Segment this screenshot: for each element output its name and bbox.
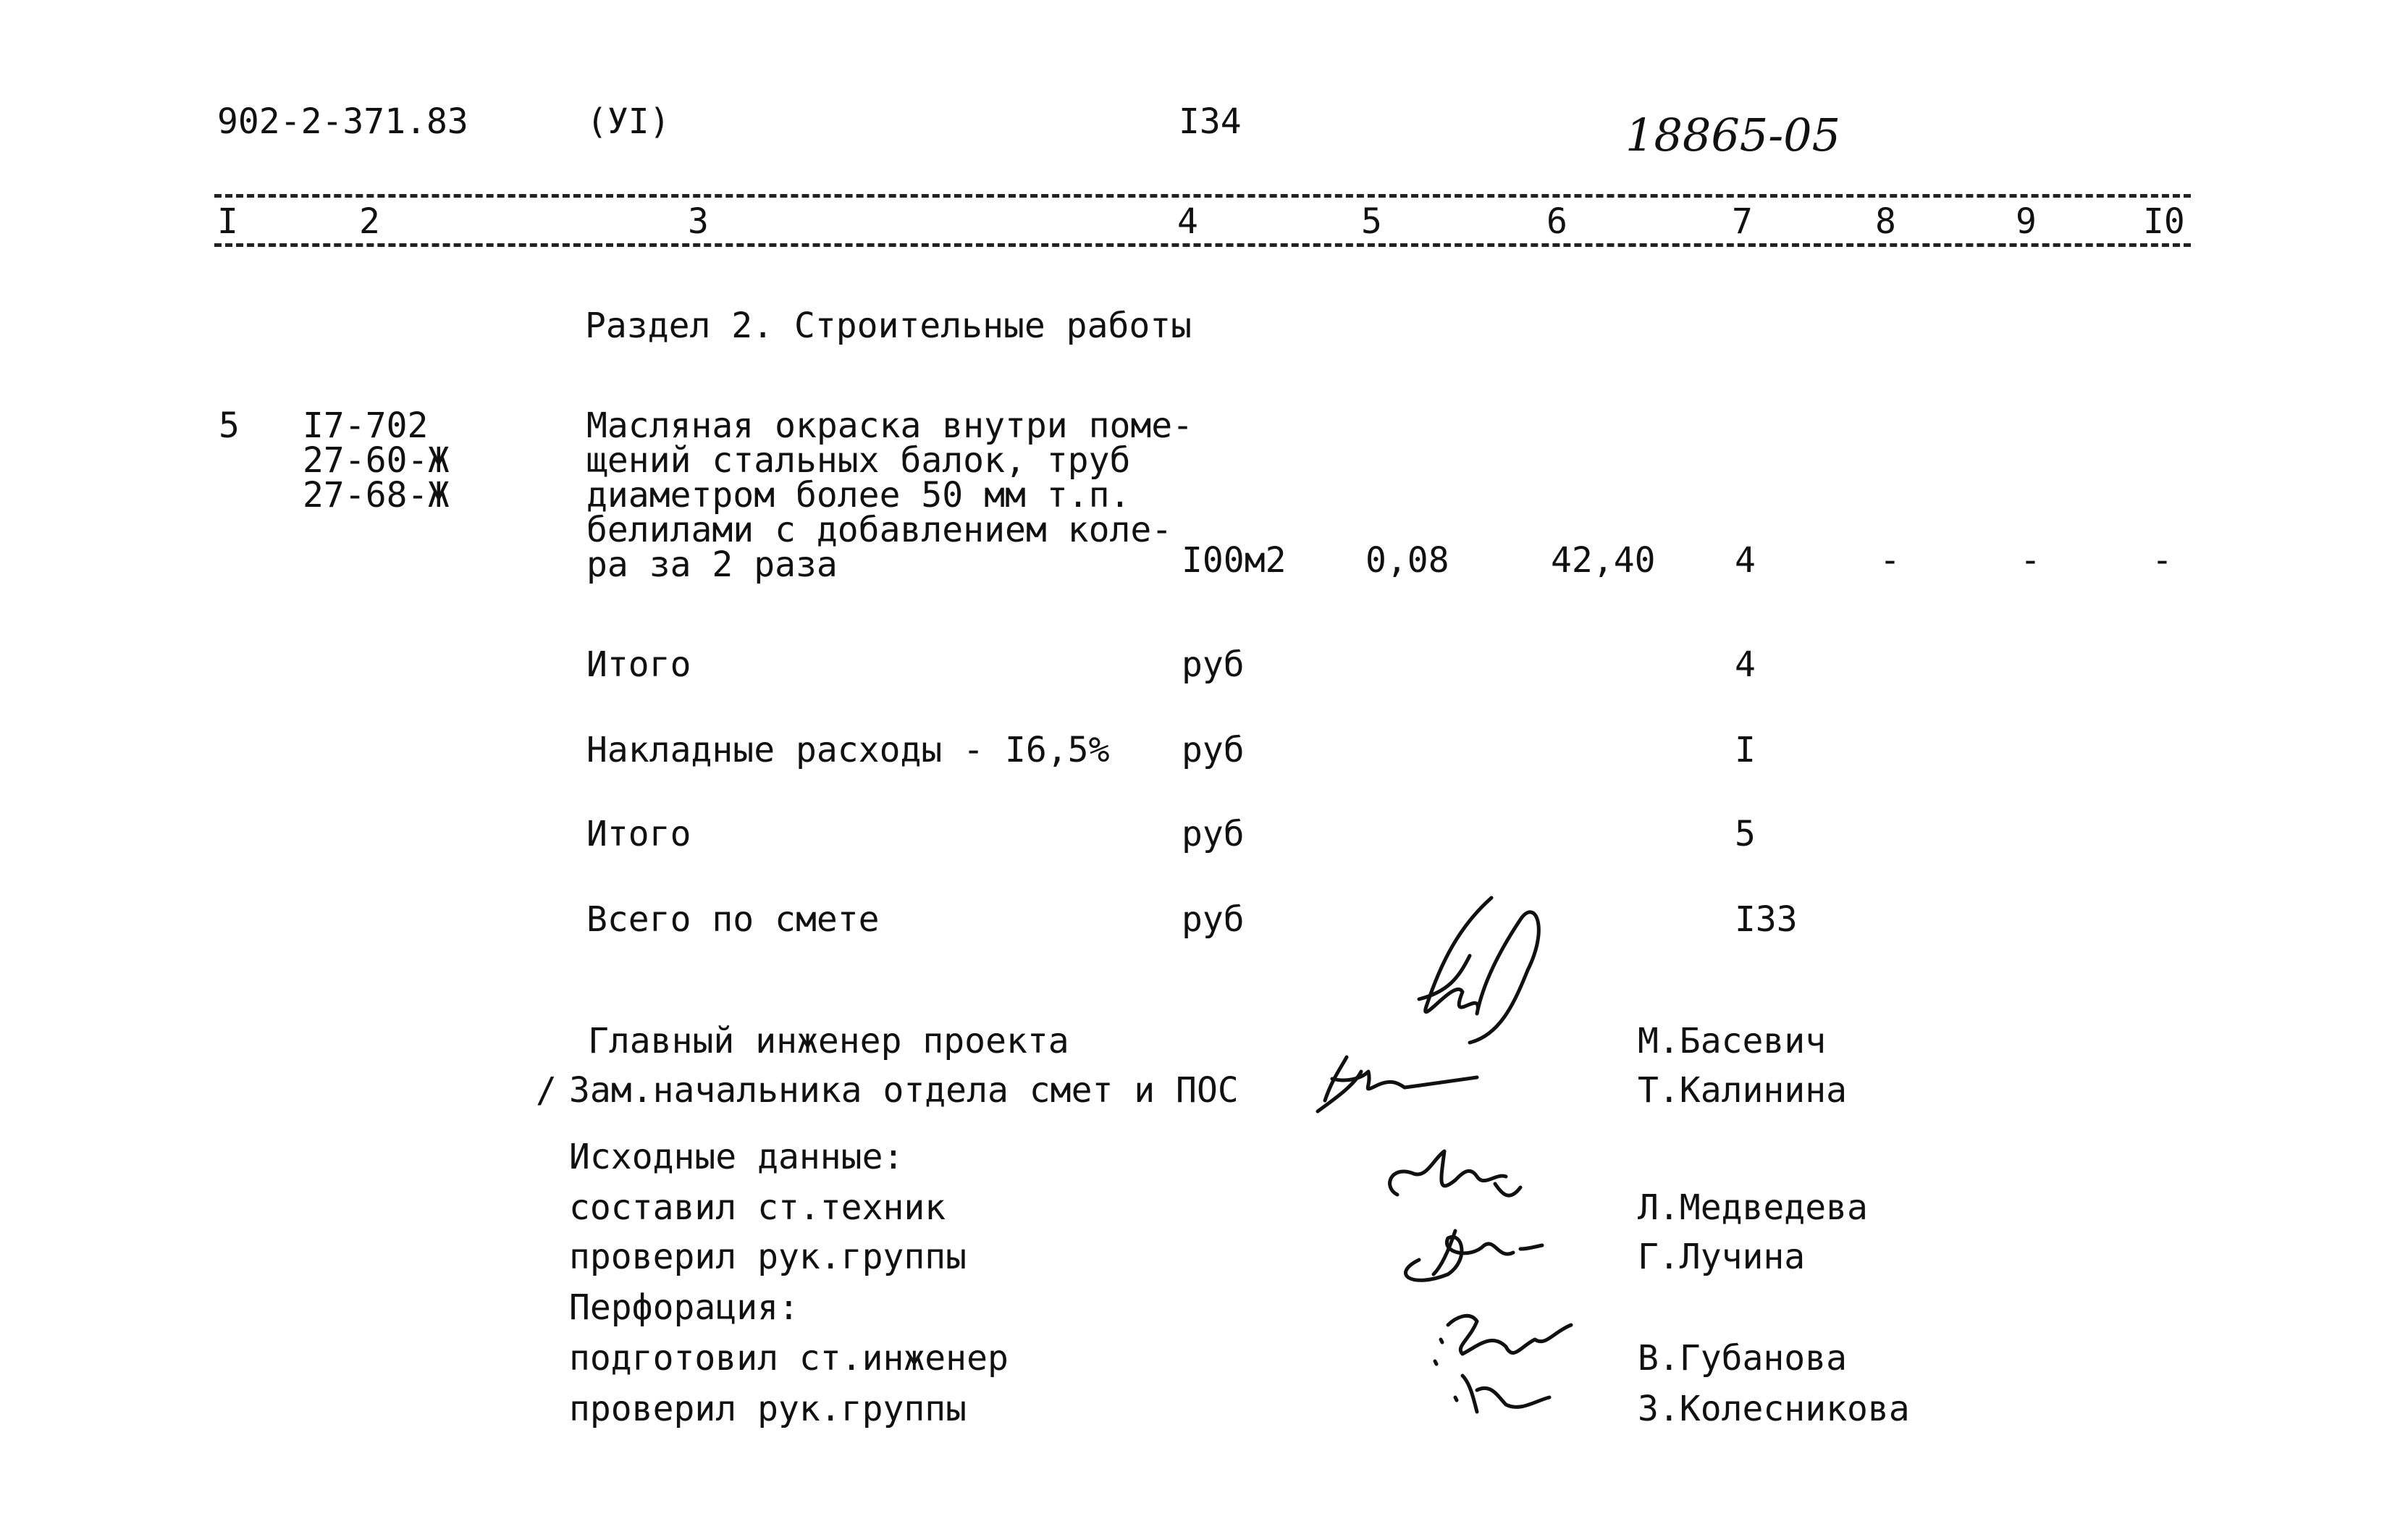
item-unit: I00м2 bbox=[1182, 540, 1287, 581]
checked-title: проверил рук.группы bbox=[569, 1237, 967, 1277]
signature-preparer bbox=[1426, 1303, 1586, 1434]
column-header-3: 3 bbox=[688, 201, 709, 242]
column-header-2: 2 bbox=[359, 201, 380, 242]
item-quantity: 0,08 bbox=[1365, 540, 1449, 581]
signature-deputy bbox=[1303, 1043, 1520, 1129]
checked-name: Г.Лучина bbox=[1638, 1237, 1806, 1277]
column-header-7: 7 bbox=[1732, 201, 1753, 242]
compiled-title: составил ст.техник bbox=[569, 1187, 946, 1228]
item-code-1: I7-702 bbox=[303, 405, 429, 446]
summary-value-subtotal: 4 bbox=[1735, 644, 1756, 685]
summary-unit-subtotal: руб bbox=[1182, 644, 1245, 685]
prepared-title: подготовил ст.инженер bbox=[569, 1338, 1009, 1379]
deputy-name: Т.Калинина bbox=[1638, 1070, 1847, 1111]
summary-label-total: Итого bbox=[586, 814, 691, 854]
perforation-heading: Перфорация: bbox=[569, 1287, 799, 1328]
item-total: 4 bbox=[1735, 540, 1756, 581]
album-number: (УI) bbox=[586, 101, 670, 142]
summary-label-subtotal: Итого bbox=[586, 644, 691, 685]
item-description-line-5: ра за 2 раза bbox=[586, 544, 838, 585]
item-description-line-4: белилами с добавлением коле- bbox=[586, 510, 1173, 550]
summary-unit-grand-total: руб bbox=[1182, 899, 1245, 940]
document-code: 902-2-371.83 bbox=[217, 101, 468, 142]
item-position: 5 bbox=[219, 405, 240, 446]
source-data-heading: Исходные данные: bbox=[569, 1137, 904, 1177]
summary-unit-total: руб bbox=[1182, 814, 1245, 854]
item-col-10: - bbox=[2152, 540, 2173, 581]
deputy-title: Зам.начальника отдела смет и ПОС bbox=[569, 1070, 1239, 1111]
summary-value-grand-total: I33 bbox=[1735, 899, 1798, 940]
item-description-line-2: щений стальных балок, труб bbox=[586, 440, 1131, 481]
summary-label-overhead: Накладные расходы - I6,5% bbox=[586, 730, 1110, 770]
page-number: I34 bbox=[1179, 101, 1242, 142]
item-description-line-1: Масляная окраска внутри поме- bbox=[586, 405, 1194, 446]
item-code-3: 27-68-Ж bbox=[303, 475, 450, 516]
summary-unit-overhead: руб bbox=[1182, 730, 1245, 770]
checked2-name: З.Колесникова bbox=[1638, 1389, 1910, 1429]
handwritten-inventory-number: 18865-05 bbox=[1625, 109, 1841, 161]
column-header-8: 8 bbox=[1875, 201, 1896, 242]
column-header-6: 6 bbox=[1546, 201, 1567, 242]
chief-engineer-title: Главный инженер проекта bbox=[588, 1021, 1069, 1061]
section-title: Раздел 2. Строительные работы bbox=[585, 306, 1192, 346]
deputy-prefix: / bbox=[536, 1070, 557, 1111]
header-bottom-rule bbox=[214, 243, 2191, 247]
summary-label-grand-total: Всего по смете bbox=[586, 899, 880, 940]
item-code-2: 27-60-Ж bbox=[303, 440, 450, 481]
chief-engineer-name: М.Басевич bbox=[1638, 1021, 1827, 1061]
prepared-name: В.Губанова bbox=[1638, 1338, 1847, 1379]
checked2-title: проверил рук.группы bbox=[569, 1389, 967, 1429]
item-col-9: - bbox=[2020, 540, 2041, 581]
column-header-4: 4 bbox=[1177, 201, 1198, 242]
column-header-5: 5 bbox=[1361, 201, 1382, 242]
item-unit-price: 42,40 bbox=[1551, 540, 1656, 581]
summary-value-total: 5 bbox=[1735, 814, 1756, 854]
column-header-9: 9 bbox=[2016, 201, 2037, 242]
compiled-name: Л.Медведева bbox=[1638, 1187, 1868, 1228]
header-top-rule bbox=[214, 194, 2191, 198]
column-header-1: I bbox=[217, 201, 238, 242]
item-description-line-3: диаметром более 50 мм т.п. bbox=[586, 475, 1131, 516]
column-header-10: I0 bbox=[2143, 201, 2185, 242]
item-col-8: - bbox=[1880, 540, 1901, 581]
signature-checker bbox=[1390, 1216, 1578, 1296]
summary-value-overhead: I bbox=[1735, 730, 1756, 770]
